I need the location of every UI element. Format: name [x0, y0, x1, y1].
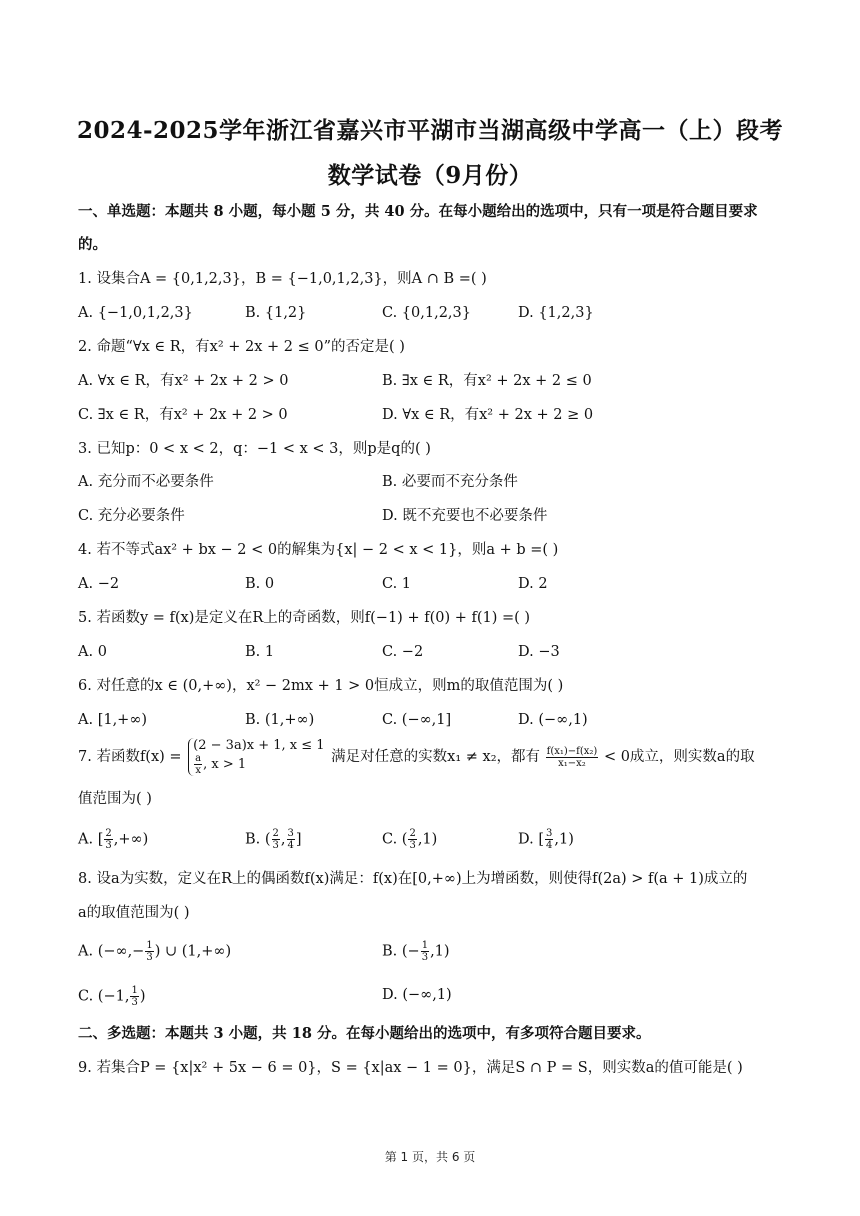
q7-a-num: 2: [105, 828, 112, 839]
q8-b-den: 3: [421, 952, 429, 963]
question-7: [78, 738, 755, 776]
q6-option-b: B. (1,+∞): [245, 712, 315, 728]
q7-piece2-num: a: [195, 753, 202, 764]
q7-mid: 满足对任意的实数x₁ ≠ x₂，都有: [331, 749, 541, 765]
q7-b-pre: B. (: [245, 831, 271, 848]
q7-b-num1: 2: [272, 828, 279, 839]
q7-suffix: < 0成立，则实数a的取: [603, 749, 755, 765]
q5-option-b: B. 1: [245, 644, 275, 660]
q7-c-pre: C. (: [382, 831, 408, 848]
q4-option-a: A. −2: [78, 576, 120, 592]
q6-option-d: D. (−∞,1): [518, 712, 588, 728]
question-7-cont: 值范围为( ): [78, 791, 152, 807]
q8-b-post: ,1): [430, 943, 450, 960]
q1-option-a: A. {−1,0,1,2,3}: [78, 305, 193, 321]
q7-piecewise-brace: [188, 738, 324, 776]
q7-piece2-den: x: [195, 765, 201, 776]
q7-prefix: 7. 若函数f(x) =: [78, 749, 182, 765]
question-5: 5. 若函数y = f(x)是定义在R上的奇函数，则f(−1) + f(0) + f(1) =( ): [78, 610, 531, 626]
q8-option-c: [78, 985, 145, 1008]
q7-option-a: [78, 828, 148, 851]
q3-option-c: C. 充分必要条件: [78, 508, 185, 524]
q2-option-d: D. ∀x ∈ R，有x² + 2x + 2 ≥ 0: [382, 407, 594, 423]
q8-a-post: ) ∪ (1,+∞): [154, 943, 232, 960]
question-1: 1. 设集合A = {0,1,2,3}，B = {−1,0,1,2,3}，则A ∩ B =( ): [78, 271, 487, 287]
q7-a-den: 3: [105, 840, 112, 851]
q5-option-c: C. −2: [382, 644, 424, 660]
q8-option-a: [78, 940, 231, 963]
q7-c-num: 2: [409, 828, 416, 839]
q3-option-b: B. 必要而不充分条件: [382, 474, 518, 490]
q8-c-post: ): [139, 988, 146, 1005]
q7-piece2: [193, 753, 324, 776]
q8-option-b: [382, 940, 450, 963]
q3-option-a: A. 充分而不必要条件: [78, 474, 214, 490]
q7-option-b: B. ( $\frac{2}{3}$ , $\frac{3}{4}$ ]: [245, 828, 302, 851]
q1-option-d: D. {1,2,3}: [518, 305, 594, 321]
q5-option-a: A. 0: [78, 644, 107, 660]
q7-d-num: 3: [545, 828, 553, 839]
q7-option-d: [518, 828, 574, 851]
exam-title-line2: 数学试卷（9月份）: [327, 162, 533, 189]
section2-heading: 二、多选题：本题共 3 小题，共 18 分。在每小题给出的选项中，有多项符合题目要求。: [78, 1025, 651, 1042]
q7-b-den2: 4: [287, 840, 294, 851]
section1-heading-cont: 的。: [78, 236, 107, 253]
question-3: 3. 已知p：0 < x < 2，q：−1 < x < 3，则p是q的( ): [78, 441, 431, 457]
q8-a-num: 1: [146, 940, 153, 951]
q7-d-den: 4: [545, 840, 553, 851]
q7-d-post: ,1): [554, 831, 574, 848]
question-6: 6. 对任意的x ∈ (0,+∞)，x² − 2mx + 1 > 0恒成立，则m的取值范围为( ): [78, 678, 564, 694]
q4-option-d: D. 2: [518, 576, 548, 592]
q7-piece1: (2 − 3a)x + 1, x ≤ 1: [193, 738, 325, 753]
q7-c-post: ,1): [417, 831, 438, 848]
exam-title-line1: 2024-2025学年浙江省嘉兴市平湖市当湖高级中学高一（上）段考: [76, 117, 784, 144]
q7-piece2-rest: , x > 1: [203, 757, 247, 772]
q7-option-c: [382, 828, 437, 851]
q8-c-pre: C. (−1,: [78, 988, 130, 1005]
q2-option-a: A. ∀x ∈ R，有x² + 2x + 2 > 0: [78, 373, 289, 389]
q7-a-pre: A. [: [78, 831, 104, 848]
q8-b-num: 1: [421, 940, 429, 951]
question-8: 8. 设a为实数，定义在R上的偶函数f(x)满足：f(x)在[0,+∞)上为增函数，则使得f(2a) > f(a + 1)成立的: [78, 871, 748, 887]
q8-option-d: D. (−∞,1): [382, 987, 452, 1003]
q8-c-den: 3: [131, 997, 138, 1008]
q6-option-a: A. [1,+∞): [78, 712, 148, 728]
q7-c-den: 3: [409, 840, 416, 851]
q2-option-b: B. ∃x ∈ R，有x² + 2x + 2 ≤ 0: [382, 373, 592, 389]
q8-a-pre: A. (−∞,−: [78, 943, 145, 960]
question-9: 9. 若集合P = {x|x² + 5x − 6 = 0}，S = {x|ax − 1 = 0}，满足S ∩ P = S，则实数a的值可能是( ): [78, 1060, 743, 1076]
q8-b-pre: B. (−: [382, 943, 420, 960]
q8-a-den: 3: [146, 952, 153, 963]
q8-c-num: 1: [131, 985, 138, 996]
q7-a-post: ,+∞): [113, 831, 149, 848]
q7-b-num2: 3: [287, 828, 294, 839]
section1-heading: 一、单选题：本题共 8 小题，每小题 5 分，共 40 分。在每小题给出的选项中，只有一项是符合题目要求: [78, 203, 758, 220]
question-2: 2. 命题“∀x ∈ R，有x² + 2x + 2 ≤ 0”的否定是( ): [78, 339, 405, 355]
q2-option-c: C. ∃x ∈ R，有x² + 2x + 2 > 0: [78, 407, 288, 423]
q1-option-b: B. {1,2}: [245, 305, 307, 321]
page-footer: 第 1 页，共 6 页: [384, 1150, 476, 1164]
question-4: 4. 若不等式ax² + bx − 2 < 0的解集为{x| − 2 < x < 1}，则a + b =( ): [78, 542, 559, 558]
question-8-cont: a的取值范围为( ): [78, 905, 190, 921]
q7-frac-den: x₁−x₂: [558, 757, 586, 769]
q6-option-c: C. (−∞,1]: [382, 712, 452, 728]
q7-frac-num: f(x₁)−f(x₂): [546, 745, 598, 757]
q1-option-c: C. {0,1,2,3}: [382, 305, 471, 321]
q7-b-post: ]: [295, 831, 302, 848]
q7-b-den1: 3: [272, 840, 279, 851]
q4-option-b: B. 0: [245, 576, 275, 592]
q7-fraction: [546, 746, 599, 769]
q5-option-d: D. −3: [518, 644, 560, 660]
q4-option-c: C. 1: [382, 576, 412, 592]
q3-option-d: D. 既不充要也不必要条件: [382, 508, 548, 524]
q7-d-pre: D. [: [518, 831, 544, 848]
